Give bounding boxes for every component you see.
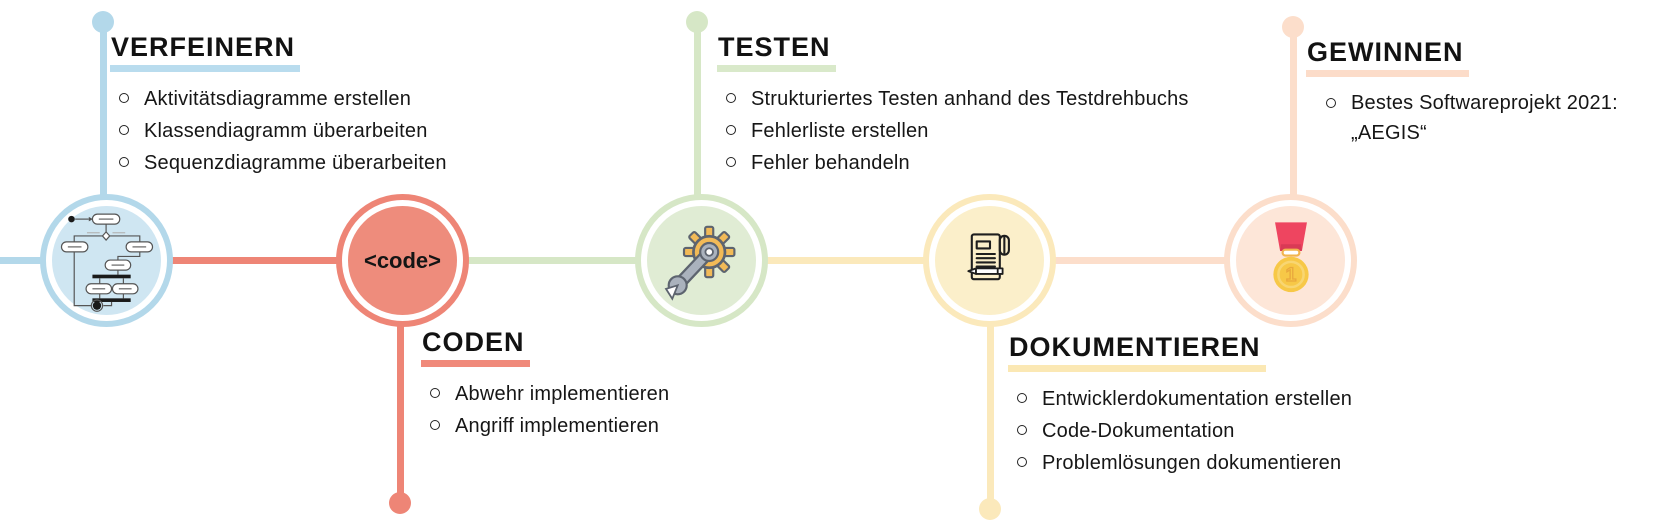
- stage-testen-section: [718, 33, 1189, 179]
- node-verfeinern-fill: [52, 206, 161, 315]
- gear-wrench-icon: [657, 216, 747, 306]
- task-item: Aktivitätsdiagramme erstellen: [111, 83, 447, 115]
- document-pencil-icon: [955, 226, 1025, 296]
- code-tag-label: <code>: [363, 247, 442, 273]
- bullet-circle-icon: [119, 93, 129, 103]
- endpoint-dot-dokumentieren: [979, 498, 1001, 520]
- stage-title-testen: TESTEN: [717, 33, 836, 72]
- medal-number: 1: [1285, 264, 1296, 286]
- node-coden-fill: [348, 206, 457, 315]
- task-list-gewinnen: [1307, 88, 1678, 148]
- node-dokumentieren-fill: [935, 206, 1044, 315]
- bullet-circle-icon: [1017, 393, 1027, 403]
- bullet-circle-icon: [1017, 457, 1027, 467]
- task-item: Entwicklerdokumentation erstellen: [1009, 383, 1352, 415]
- bullet-circle-icon: [119, 125, 129, 135]
- stage-coden-section: [422, 328, 669, 442]
- node-testen: [635, 194, 768, 327]
- task-item: Sequenzdiagramme überarbeiten: [111, 147, 447, 179]
- task-list-dokumentieren: [1009, 383, 1352, 479]
- stage-title-coden: CODEN: [421, 328, 530, 367]
- endpoint-dot-gewinnen: [1282, 16, 1304, 38]
- bullet-circle-icon: [430, 420, 440, 430]
- task-item: Problemlösungen dokumentieren: [1009, 447, 1352, 479]
- task-item: Fehlerliste erstellen: [718, 115, 1189, 147]
- task-item: Fehler behandeln: [718, 147, 1189, 179]
- task-list-testen: [718, 83, 1189, 179]
- task-item: Code-Dokumentation: [1009, 415, 1352, 447]
- node-testen-fill: [647, 206, 756, 315]
- task-item: Bestes Softwareprojekt 2021: „AEGIS“: [1307, 88, 1678, 148]
- endpoint-dot-coden: [389, 492, 411, 514]
- task-item: Strukturiertes Testen anhand des Testdrehbuchs: [718, 83, 1189, 115]
- node-coden: [336, 194, 469, 327]
- bullet-circle-icon: [1017, 425, 1027, 435]
- bullet-circle-icon: [726, 93, 736, 103]
- stage-dokumentieren-section: [1009, 333, 1352, 479]
- activity-diagram-icon: [59, 210, 155, 312]
- bullet-circle-icon: [726, 157, 736, 167]
- node-gewinnen: [1224, 194, 1357, 327]
- bullet-circle-icon: [430, 388, 440, 398]
- endpoint-dot-testen: [686, 11, 708, 33]
- stage-title-verfeinern: VERFEINERN: [110, 33, 300, 72]
- task-list-verfeinern: [111, 83, 447, 179]
- stage-title-dokumentieren: DOKUMENTIEREN: [1008, 333, 1266, 372]
- medal-icon: [1249, 219, 1333, 303]
- stage-title-gewinnen: GEWINNEN: [1306, 38, 1469, 77]
- task-item: Klassendiagramm überarbeiten: [111, 115, 447, 147]
- bullet-circle-icon: [119, 157, 129, 167]
- node-verfeinern: [40, 194, 173, 327]
- stage-gewinnen-section: [1307, 38, 1678, 148]
- task-item: Angriff implementieren: [422, 410, 669, 442]
- node-gewinnen-fill: [1236, 206, 1345, 315]
- bullet-circle-icon: [1326, 98, 1336, 108]
- task-item: Abwehr implementieren: [422, 378, 669, 410]
- task-list-coden: [422, 378, 669, 442]
- endpoint-dot-verfeinern: [92, 11, 114, 33]
- bullet-circle-icon: [726, 125, 736, 135]
- stage-verfeinern-section: [111, 33, 447, 179]
- node-dokumentieren: [923, 194, 1056, 327]
